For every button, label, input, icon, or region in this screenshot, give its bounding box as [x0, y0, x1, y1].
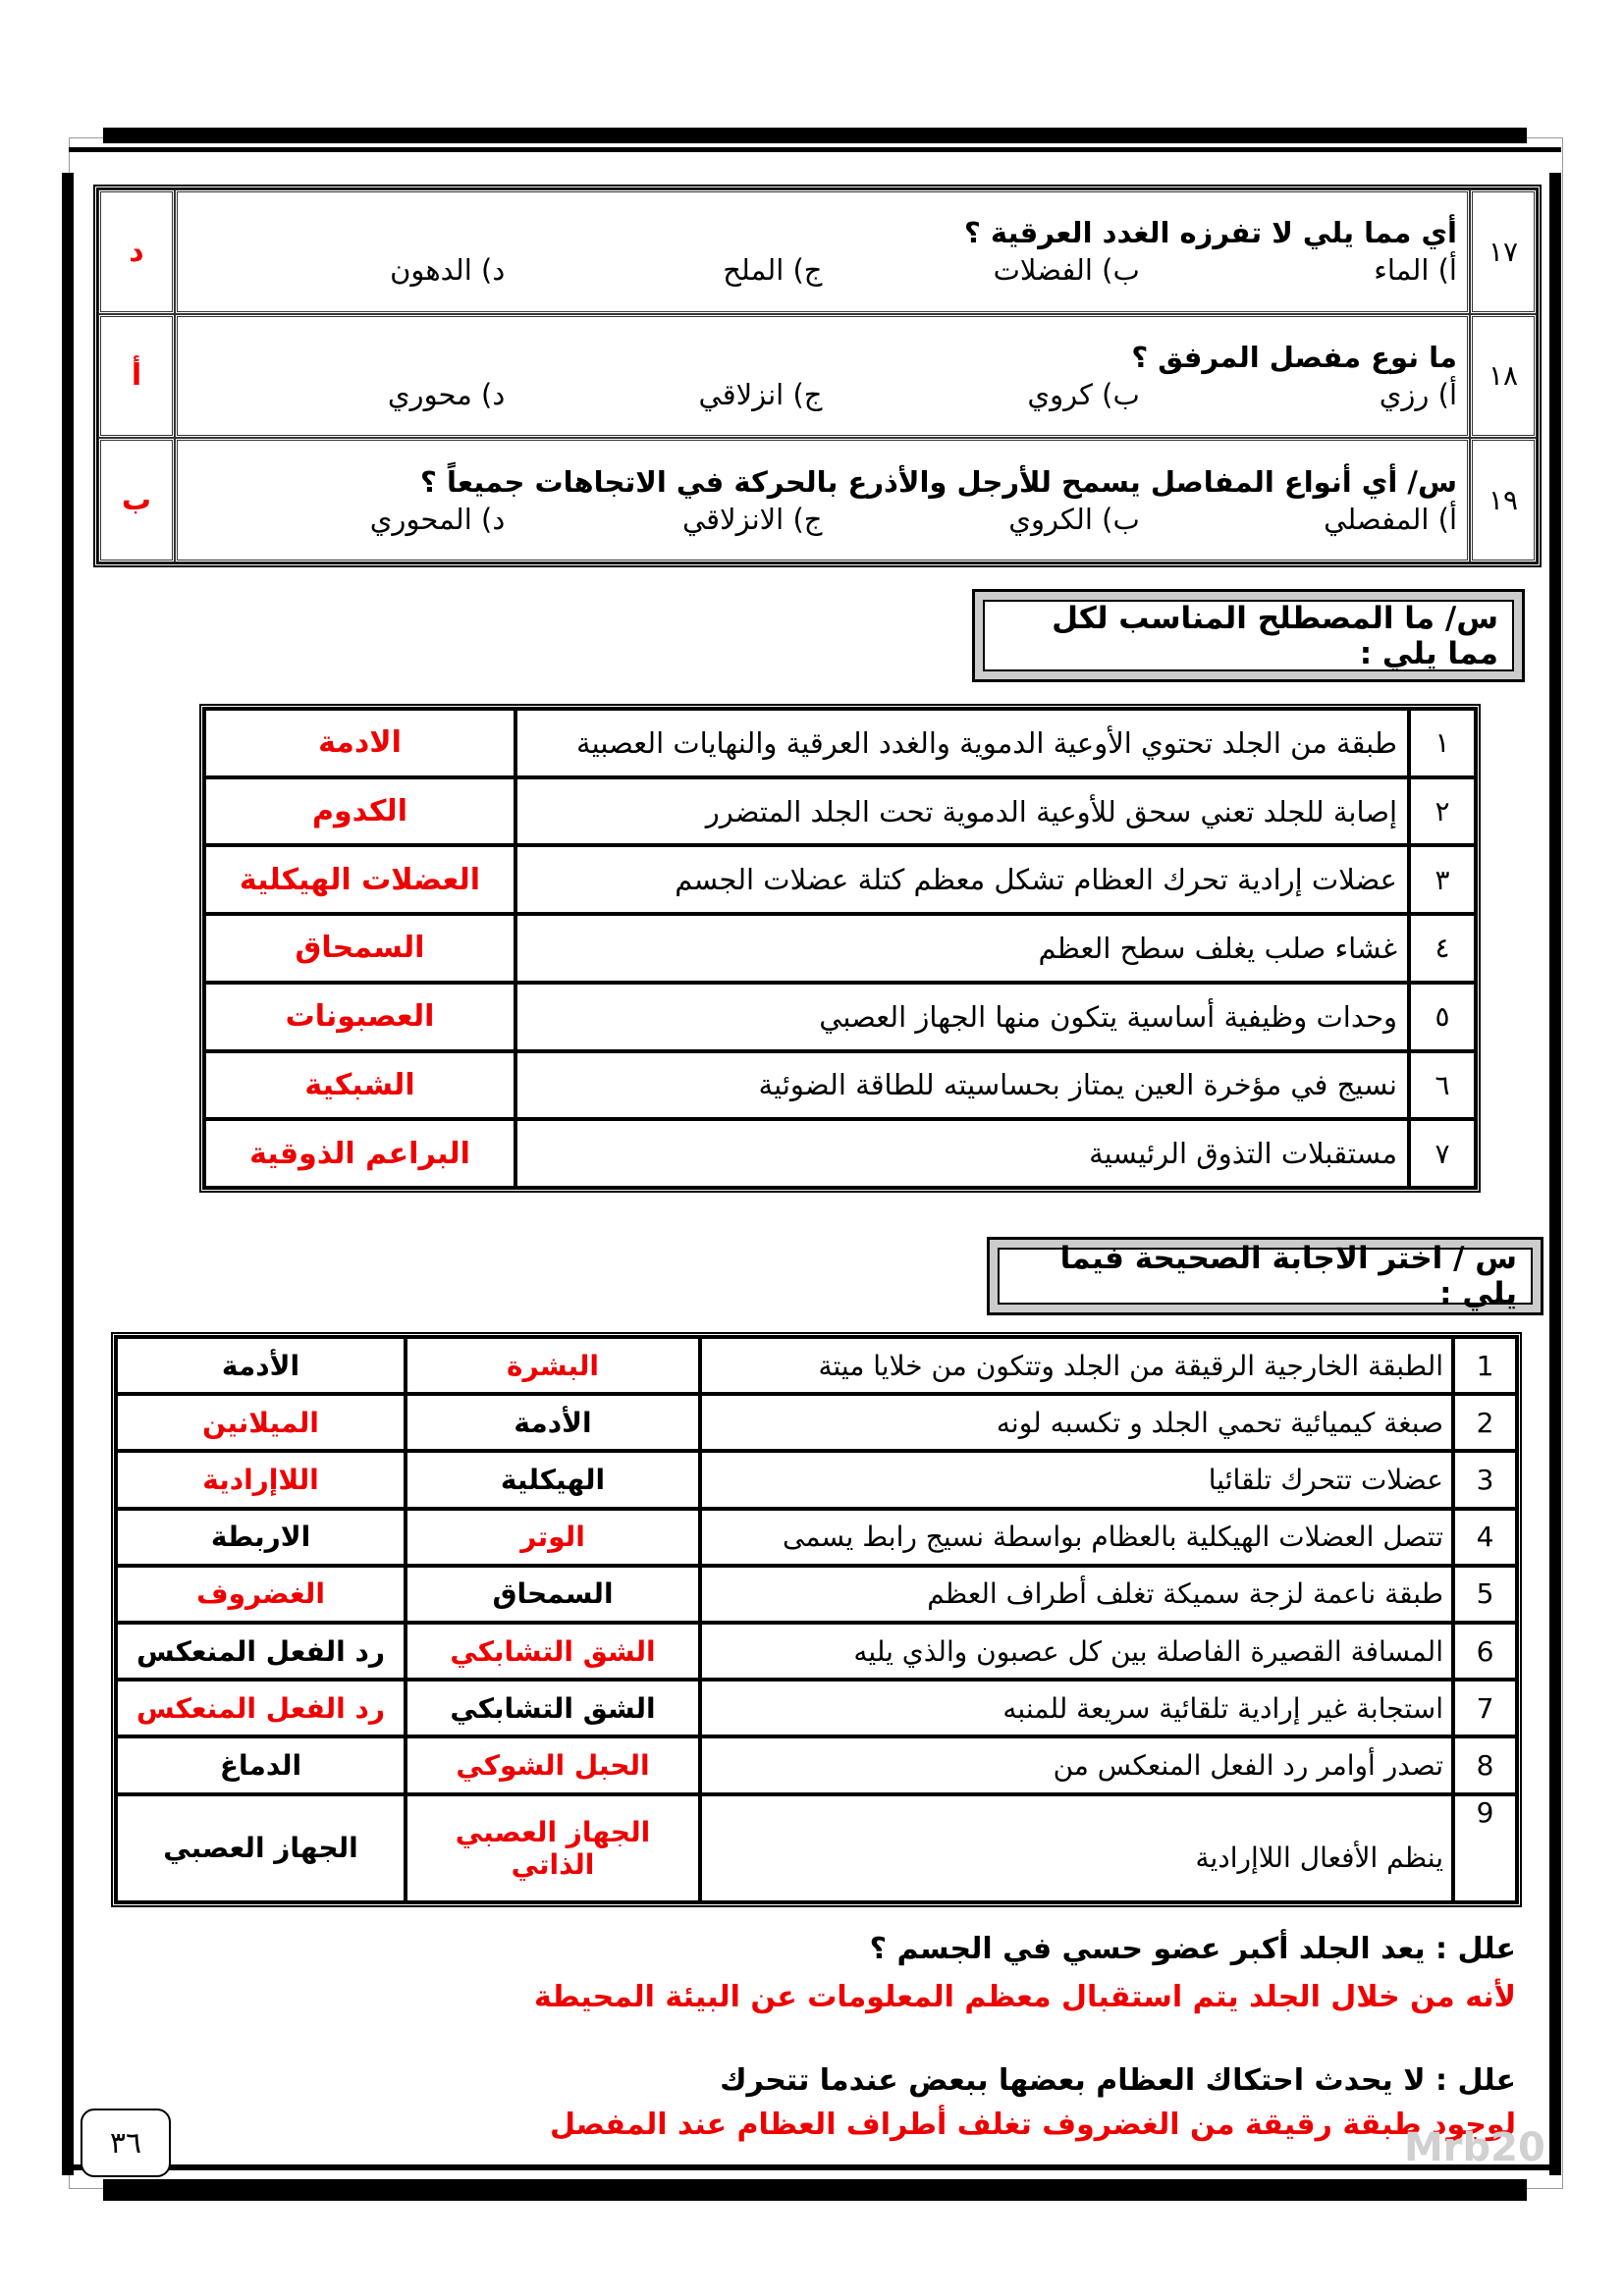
- choice-2: الغضروف: [116, 1566, 406, 1623]
- choose-number: 7: [1453, 1680, 1517, 1736]
- option: ب) الكروي: [1008, 502, 1140, 536]
- choice-2: اللاإرادية: [116, 1451, 406, 1508]
- term-row: [204, 845, 1476, 914]
- term-row: [204, 914, 1476, 983]
- choose-row: [116, 1509, 1517, 1566]
- question-cell: [175, 314, 1470, 439]
- choose-row: [116, 1794, 1517, 1903]
- term-row: [204, 709, 1476, 777]
- term-number: ٦: [1409, 1051, 1476, 1120]
- term-answer: الادمة: [204, 709, 515, 777]
- term-answer: السمحاق: [204, 914, 515, 983]
- choice-2: الأدمة: [116, 1337, 406, 1394]
- options-row: [178, 499, 1467, 536]
- term-number: ١: [1409, 709, 1476, 777]
- term-row: [204, 1051, 1476, 1120]
- choice-2: الدماغ: [116, 1736, 406, 1793]
- choose-statement: صبغة كيميائية تحمي الجلد و تكسبه لونه: [700, 1394, 1453, 1451]
- choose-row: [116, 1394, 1517, 1451]
- choice-2: رد الفعل المنعكس: [116, 1680, 406, 1736]
- answer-letter: د: [98, 189, 175, 314]
- option: أ) المفصلي: [1324, 502, 1457, 536]
- term-definition: نسيج في مؤخرة العين يمتاز بحساسيته للطاقة الضوئية: [515, 1051, 1409, 1120]
- term-answer: العصبونات: [204, 983, 515, 1051]
- question-text: أي مما يلي لا تفرزه الغدد العرقية ؟: [963, 216, 1457, 250]
- question-number: ١٩: [1470, 438, 1537, 562]
- choose-statement: طبقة ناعمة لزجة سميكة تغلف أطراف العظم: [700, 1566, 1453, 1623]
- question-cell: [175, 438, 1470, 562]
- choose-statement: الطبقة الخارجية الرقيقة من الجلد وتتكون من خلايا ميتة: [700, 1337, 1453, 1394]
- terms-heading: س/ ما المصطلح المناسب لكل مما يلي :: [983, 600, 1514, 671]
- choice-2: الجهاز العصبي: [116, 1794, 406, 1903]
- choose-number: 8: [1453, 1736, 1517, 1793]
- choose-row: [116, 1566, 1517, 1623]
- choice-1: الجهاز العصبي الذاتي: [406, 1794, 700, 1903]
- choice-1: الوتر: [406, 1509, 700, 1566]
- terms-heading-box: [972, 589, 1525, 682]
- choice-1: الهيكلية: [406, 1451, 700, 1508]
- reason-question-1: علل : يعد الجلد أكبر عضو حسي في الجسم ؟: [869, 1932, 1516, 1966]
- choose-number: 6: [1453, 1623, 1517, 1680]
- option: ج) الانزلاقي: [682, 502, 823, 536]
- choose-statement: تتصل العضلات الهيكلية بالعظام بواسطة نسيج رابط يسمى: [700, 1509, 1453, 1566]
- term-definition: عضلات إرادية تحرك العظام تشكل معظم كتلة عضلات الجسم: [515, 845, 1409, 914]
- term-number: ٤: [1409, 914, 1476, 983]
- options-row: [178, 249, 1467, 287]
- term-answer: الكدوم: [204, 777, 515, 846]
- choose-table: [111, 1332, 1522, 1907]
- choice-2: الاربطة: [116, 1509, 406, 1566]
- term-definition: طبقة من الجلد تحتوي الأوعية الدموية والغدد العرقية والنهايات العصبية: [515, 709, 1409, 777]
- choice-1: الشق التشابكي: [406, 1623, 700, 1680]
- answer-letter: أ: [98, 314, 175, 439]
- term-definition: وحدات وظيفية أساسية يتكون منها الجهاز العصبي: [515, 983, 1409, 1051]
- page-number: ٣٦: [81, 2109, 171, 2177]
- term-number: ٥: [1409, 983, 1476, 1051]
- frame-bottom-line: [74, 2164, 1561, 2170]
- term-answer: العضلات الهيكلية: [204, 845, 515, 914]
- question-text: س/ أي أنواع المفاصل يسمح للأرجل والأذرع بالحركة في الاتجاهات جميعاً ؟: [420, 464, 1457, 499]
- options-row: [178, 374, 1467, 411]
- question-text: ما نوع مفصل المرفق ؟: [1131, 340, 1457, 374]
- choose-heading: س / اختر الاجابة الصحيحة فيما يلي :: [998, 1248, 1533, 1305]
- question-number: ١٨: [1470, 314, 1537, 439]
- choice-1: السمحاق: [406, 1566, 700, 1623]
- reason-answer-2: لوجود طبقة رقيقة من الغضروف تغلف أطراف العظام عند المفصل: [549, 2108, 1516, 2142]
- term-answer: البراعم الذوقية: [204, 1119, 515, 1188]
- frame-bottom: [103, 2179, 1527, 2201]
- frame-top-line: [69, 147, 1561, 152]
- choice-1: البشرة: [406, 1337, 700, 1394]
- term-row: [204, 777, 1476, 846]
- option: ج) الملح: [723, 253, 823, 288]
- option: أ) رزي: [1379, 377, 1457, 411]
- term-number: ٢: [1409, 777, 1476, 846]
- frame-right: [1549, 173, 1561, 2175]
- term-definition: مستقبلات التذوق الرئيسية: [515, 1119, 1409, 1188]
- choose-number: 2: [1453, 1394, 1517, 1451]
- frame-top: [103, 128, 1527, 143]
- mcq-row: [98, 189, 1537, 314]
- option: ب) الفضلات: [993, 253, 1140, 288]
- term-definition: غشاء صلب يغلف سطح العظم: [515, 914, 1409, 983]
- choose-number: 1: [1453, 1337, 1517, 1394]
- choose-statement: استجابة غير إرادية تلقائية سريعة للمنبه: [700, 1680, 1453, 1736]
- choice-1: الأدمة: [406, 1394, 700, 1451]
- choose-heading-box: [987, 1237, 1543, 1315]
- reason-question-2: علل : لا يحدث احتكاك العظام بعضها ببعض عندما تتحرك: [720, 2063, 1516, 2098]
- term-number: ٣: [1409, 845, 1476, 914]
- choose-row: [116, 1680, 1517, 1736]
- terms-table: [199, 704, 1481, 1193]
- option: ج) انزلاقي: [698, 377, 823, 411]
- option: ب) كروي: [1027, 377, 1140, 411]
- choice-2: الميلانين: [116, 1394, 406, 1451]
- mcq-table: [93, 185, 1542, 567]
- choose-row: [116, 1337, 1517, 1394]
- mcq-row: [98, 314, 1537, 439]
- question-number: ١٧: [1470, 189, 1537, 314]
- choice-2: رد الفعل المنعكس: [116, 1623, 406, 1680]
- term-answer: الشبكية: [204, 1051, 515, 1120]
- mcq-row: [98, 438, 1537, 562]
- option: د) الدهون: [390, 253, 506, 288]
- option: أ) الماء: [1374, 253, 1457, 288]
- option: د) محوري: [387, 377, 506, 411]
- choose-number: 3: [1453, 1451, 1517, 1508]
- frame-left: [62, 173, 74, 2175]
- choose-number: 4: [1453, 1509, 1517, 1566]
- question-cell: [175, 189, 1470, 314]
- choose-row: [116, 1451, 1517, 1508]
- choose-row: [116, 1623, 1517, 1680]
- choose-statement: عضلات تتحرك تلقائيا: [700, 1451, 1453, 1508]
- choose-statement: ينظم الأفعال اللاإرادية: [700, 1794, 1453, 1903]
- choose-statement: تصدر أوامر رد الفعل المنعكس من: [700, 1736, 1453, 1793]
- choose-number: 5: [1453, 1566, 1517, 1623]
- term-row: [204, 983, 1476, 1051]
- watermark: Mrb20: [1404, 2125, 1545, 2170]
- reason-answer-1: لأنه من خلال الجلد يتم استقبال معظم المعلومات عن البيئة المحيطة: [534, 1980, 1516, 2014]
- choose-number: 9: [1453, 1794, 1517, 1903]
- term-definition: إصابة للجلد تعني سحق للأوعية الدموية تحت الجلد المتضرر: [515, 777, 1409, 846]
- choose-statement: المسافة القصيرة الفاصلة بين كل عصبون والذي يليه: [700, 1623, 1453, 1680]
- choice-1: الحبل الشوكي: [406, 1736, 700, 1793]
- term-number: ٧: [1409, 1119, 1476, 1188]
- term-row: [204, 1119, 1476, 1188]
- answer-letter: ب: [98, 438, 175, 562]
- option: د) المحوري: [369, 502, 506, 536]
- choose-row: [116, 1736, 1517, 1793]
- choice-1: الشق التشابكي: [406, 1680, 700, 1736]
